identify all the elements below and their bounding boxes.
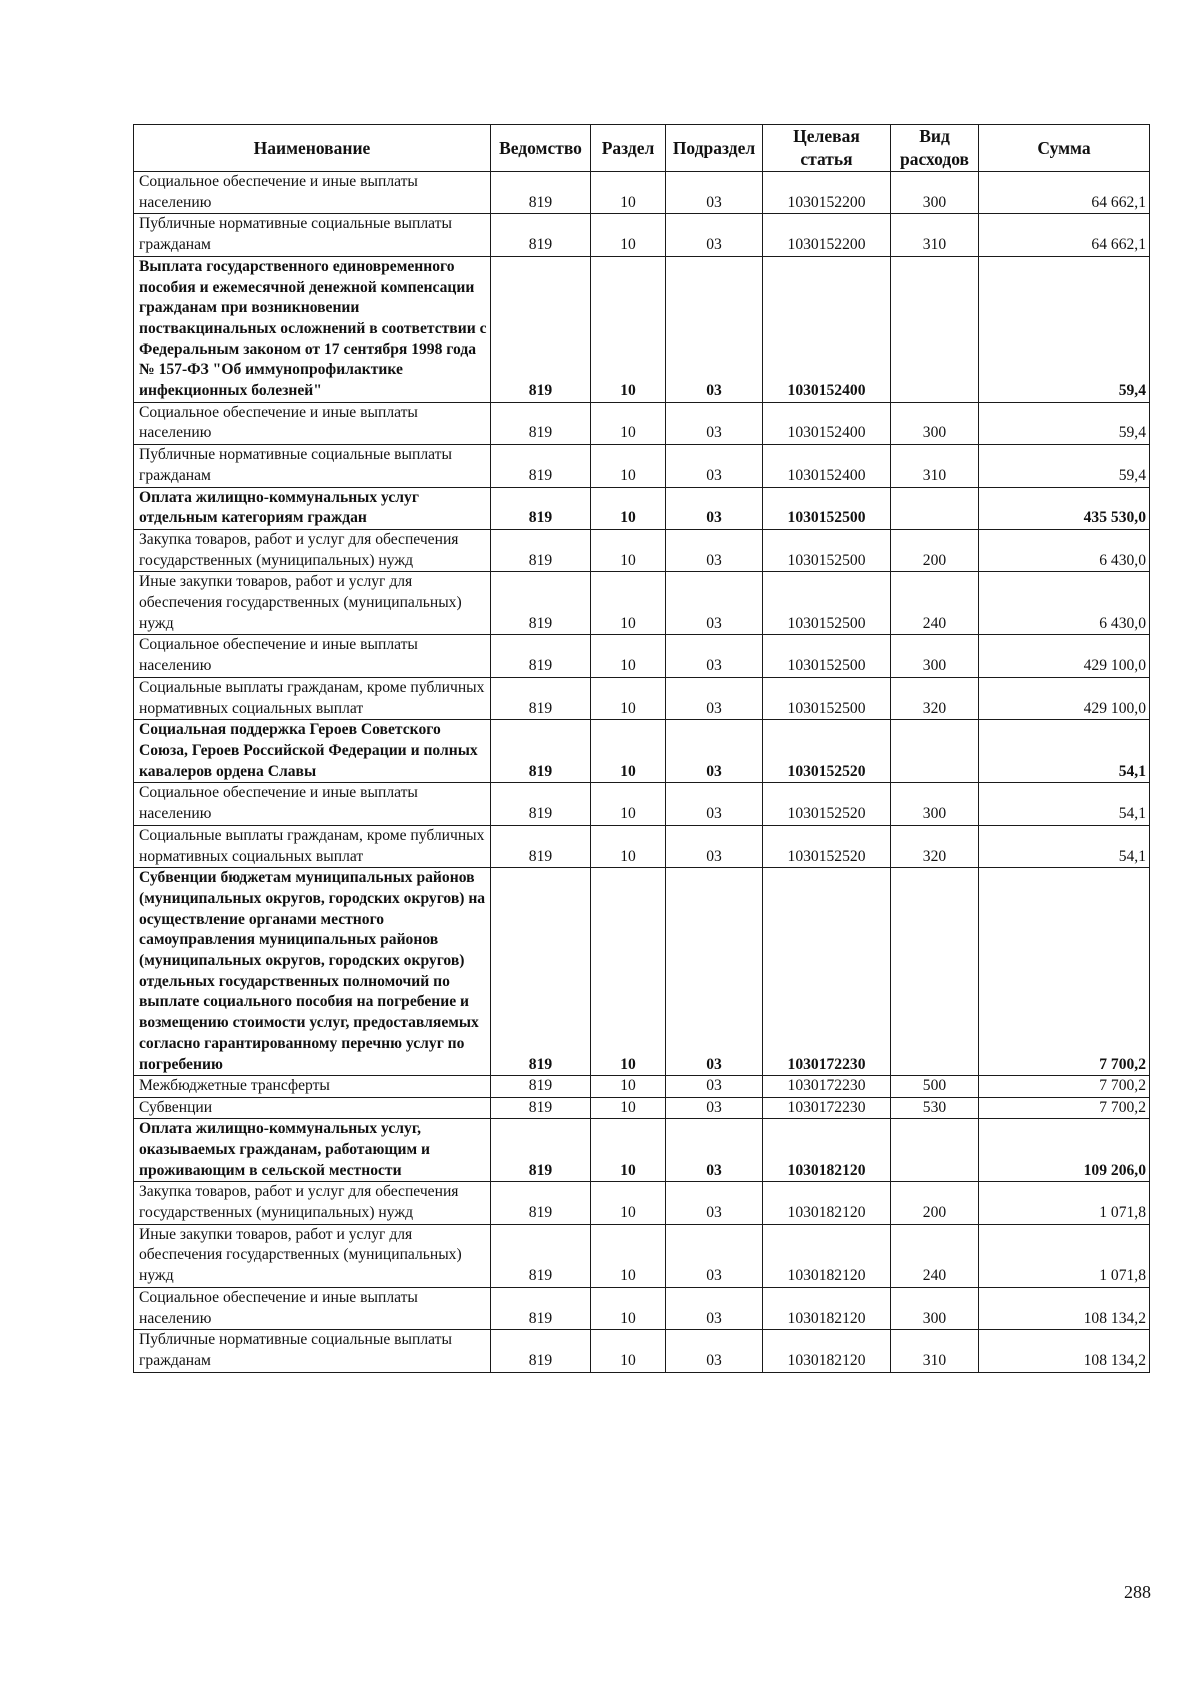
table-row (134, 1330, 1150, 1372)
cell-vedomstvo: 819 (491, 172, 591, 214)
header-tselevaya-statya: Целевая статья (763, 125, 891, 172)
header-summa: Сумма (979, 125, 1150, 172)
cell-podrazdel: 03 (666, 1182, 763, 1224)
header-razdel: Раздел (591, 125, 666, 172)
cell-summa: 54,1 (979, 720, 1150, 783)
page-number: 288 (1124, 1582, 1151, 1602)
cell-summa: 1 071,8 (979, 1224, 1150, 1287)
cell-tselevaya-statya: 1030152500 (763, 529, 891, 571)
cell-razdel: 10 (591, 572, 666, 635)
table-row (134, 635, 1150, 677)
cell-vedomstvo: 819 (491, 868, 591, 1076)
cell-summa: 1 071,8 (979, 1182, 1150, 1224)
cell-summa: 59,4 (979, 402, 1150, 444)
table-header-row (134, 125, 1150, 172)
cell-name: Социальные выплаты гражданам, кроме публичных нормативных социальных выплат (134, 825, 491, 867)
cell-vedomstvo: 819 (491, 825, 591, 867)
cell-summa: 7 700,2 (979, 1076, 1150, 1098)
cell-tselevaya-statya: 1030182120 (763, 1119, 891, 1182)
table-body (134, 172, 1150, 1373)
cell-vid-rashodov (891, 256, 979, 402)
table-row (134, 868, 1150, 1076)
cell-vid-rashodov: 310 (891, 214, 979, 256)
cell-vedomstvo: 819 (491, 635, 591, 677)
cell-vedomstvo: 819 (491, 1119, 591, 1182)
cell-tselevaya-statya: 1030152400 (763, 256, 891, 402)
cell-tselevaya-statya: 1030152520 (763, 825, 891, 867)
cell-razdel: 10 (591, 487, 666, 529)
cell-summa: 7 700,2 (979, 868, 1150, 1076)
cell-podrazdel: 03 (666, 1097, 763, 1119)
cell-summa: 6 430,0 (979, 572, 1150, 635)
cell-name: Социальная поддержка Героев Советского Союза, Героев Российской Федерации и полных кавалеров ордена Славы (134, 720, 491, 783)
cell-razdel: 10 (591, 445, 666, 487)
header-vid-rashodov: Вид расходов (891, 125, 979, 172)
cell-vid-rashodov: 300 (891, 783, 979, 825)
cell-name: Закупка товаров, работ и услуг для обеспечения государственных (муниципальных) нужд (134, 1182, 491, 1224)
cell-podrazdel: 03 (666, 783, 763, 825)
table-row (134, 529, 1150, 571)
cell-tselevaya-statya: 1030182120 (763, 1224, 891, 1287)
cell-name: Социальные выплаты гражданам, кроме публичных нормативных социальных выплат (134, 677, 491, 719)
cell-name: Публичные нормативные социальные выплаты гражданам (134, 214, 491, 256)
cell-tselevaya-statya: 1030152520 (763, 783, 891, 825)
cell-vid-rashodov: 500 (891, 1076, 979, 1098)
cell-vedomstvo: 819 (491, 783, 591, 825)
cell-razdel: 10 (591, 677, 666, 719)
cell-summa: 429 100,0 (979, 677, 1150, 719)
table-row (134, 1119, 1150, 1182)
cell-vid-rashodov: 320 (891, 677, 979, 719)
cell-vid-rashodov: 310 (891, 445, 979, 487)
cell-podrazdel: 03 (666, 1330, 763, 1372)
cell-tselevaya-statya: 1030182120 (763, 1287, 891, 1329)
header-vedomstvo: Ведомство (491, 125, 591, 172)
cell-razdel: 10 (591, 720, 666, 783)
cell-summa: 435 530,0 (979, 487, 1150, 529)
table-row (134, 677, 1150, 719)
table-row (134, 1076, 1150, 1098)
budget-table (133, 124, 1150, 1373)
cell-vid-rashodov: 240 (891, 1224, 979, 1287)
cell-summa: 54,1 (979, 825, 1150, 867)
cell-tselevaya-statya: 1030182120 (763, 1182, 891, 1224)
table-row (134, 783, 1150, 825)
table-row (134, 402, 1150, 444)
cell-vid-rashodov (891, 1119, 979, 1182)
table-row (134, 487, 1150, 529)
header-name: Наименование (134, 125, 491, 172)
cell-vedomstvo: 819 (491, 1330, 591, 1372)
cell-name: Иные закупки товаров, работ и услуг для обеспечения государственных (муниципальных) нужд (134, 572, 491, 635)
cell-vid-rashodov: 300 (891, 402, 979, 444)
cell-podrazdel: 03 (666, 677, 763, 719)
cell-tselevaya-statya: 1030152400 (763, 445, 891, 487)
cell-summa: 6 430,0 (979, 529, 1150, 571)
cell-vid-rashodov: 240 (891, 572, 979, 635)
cell-tselevaya-statya: 1030152200 (763, 214, 891, 256)
cell-vid-rashodov: 320 (891, 825, 979, 867)
table-row (134, 256, 1150, 402)
cell-name: Социальное обеспечение и иные выплаты населению (134, 1287, 491, 1329)
cell-razdel: 10 (591, 256, 666, 402)
cell-name: Социальное обеспечение и иные выплаты населению (134, 783, 491, 825)
cell-summa: 108 134,2 (979, 1330, 1150, 1372)
cell-tselevaya-statya: 1030172230 (763, 1097, 891, 1119)
cell-razdel: 10 (591, 214, 666, 256)
cell-podrazdel: 03 (666, 1287, 763, 1329)
cell-podrazdel: 03 (666, 635, 763, 677)
cell-razdel: 10 (591, 1076, 666, 1098)
cell-vedomstvo: 819 (491, 677, 591, 719)
cell-podrazdel: 03 (666, 1224, 763, 1287)
cell-name: Межбюджетные трансферты (134, 1076, 491, 1098)
table-row (134, 445, 1150, 487)
cell-vedomstvo: 819 (491, 1182, 591, 1224)
table-row (134, 1097, 1150, 1119)
cell-summa: 7 700,2 (979, 1097, 1150, 1119)
cell-podrazdel: 03 (666, 214, 763, 256)
cell-name: Выплата государственного единовременного пособия и ежемесячной денежной компенсации гражданам при возникновении поствакцинальных осложнений в соответствии с Федеральным законом от 17 сентября 1998 года № 157-ФЗ "Об иммунопрофилактике инфекционных болезней" (134, 256, 491, 402)
cell-vedomstvo: 819 (491, 214, 591, 256)
cell-vid-rashodov: 200 (891, 1182, 979, 1224)
cell-name: Социальное обеспечение и иные выплаты населению (134, 635, 491, 677)
cell-podrazdel: 03 (666, 868, 763, 1076)
cell-podrazdel: 03 (666, 402, 763, 444)
cell-tselevaya-statya: 1030152500 (763, 635, 891, 677)
table-row (134, 1182, 1150, 1224)
cell-summa: 54,1 (979, 783, 1150, 825)
cell-tselevaya-statya: 1030172230 (763, 868, 891, 1076)
cell-name: Субвенции (134, 1097, 491, 1119)
cell-tselevaya-statya: 1030152400 (763, 402, 891, 444)
cell-name: Субвенции бюджетам муниципальных районов (муниципальных округов, городских округов) на осуществление органами местного самоуправления муниципальных районов (муниципальных округов, городских округов) отдельных государственных полномочий по выплате социального пособия на погребение и возмещению стоимости услуг, предоставляемых согласно гарантированному перечню услуг по погребению (134, 868, 491, 1076)
cell-razdel: 10 (591, 783, 666, 825)
cell-vedomstvo: 819 (491, 572, 591, 635)
cell-name: Иные закупки товаров, работ и услуг для обеспечения государственных (муниципальных) нужд (134, 1224, 491, 1287)
cell-razdel: 10 (591, 825, 666, 867)
cell-tselevaya-statya: 1030172230 (763, 1076, 891, 1098)
cell-name: Социальное обеспечение и иные выплаты населению (134, 172, 491, 214)
cell-vedomstvo: 819 (491, 256, 591, 402)
cell-tselevaya-statya: 1030152500 (763, 572, 891, 635)
cell-razdel: 10 (591, 1224, 666, 1287)
cell-tselevaya-statya: 1030182120 (763, 1330, 891, 1372)
table-row (134, 572, 1150, 635)
cell-vid-rashodov: 200 (891, 529, 979, 571)
cell-podrazdel: 03 (666, 825, 763, 867)
cell-podrazdel: 03 (666, 445, 763, 487)
cell-summa: 108 134,2 (979, 1287, 1150, 1329)
table-row (134, 825, 1150, 867)
cell-summa: 109 206,0 (979, 1119, 1150, 1182)
cell-vedomstvo: 819 (491, 529, 591, 571)
cell-podrazdel: 03 (666, 172, 763, 214)
cell-summa: 64 662,1 (979, 214, 1150, 256)
table-row (134, 1287, 1150, 1329)
cell-vid-rashodov: 300 (891, 635, 979, 677)
cell-vid-rashodov (891, 487, 979, 529)
cell-vid-rashodov: 300 (891, 1287, 979, 1329)
cell-summa: 429 100,0 (979, 635, 1150, 677)
cell-razdel: 10 (591, 1097, 666, 1119)
cell-name: Оплата жилищно-коммунальных услуг отдельным категориям граждан (134, 487, 491, 529)
cell-razdel: 10 (591, 1287, 666, 1329)
cell-razdel: 10 (591, 402, 666, 444)
cell-vedomstvo: 819 (491, 487, 591, 529)
cell-podrazdel: 03 (666, 529, 763, 571)
cell-razdel: 10 (591, 635, 666, 677)
cell-summa: 59,4 (979, 445, 1150, 487)
cell-name: Оплата жилищно-коммунальных услуг, оказываемых гражданам, работающим и проживающим в сельской местности (134, 1119, 491, 1182)
cell-tselevaya-statya: 1030152520 (763, 720, 891, 783)
cell-vedomstvo: 819 (491, 1224, 591, 1287)
table-row (134, 172, 1150, 214)
cell-vedomstvo: 819 (491, 720, 591, 783)
cell-name: Закупка товаров, работ и услуг для обеспечения государственных (муниципальных) нужд (134, 529, 491, 571)
cell-razdel: 10 (591, 868, 666, 1076)
table-row (134, 720, 1150, 783)
table-row (134, 1224, 1150, 1287)
cell-podrazdel: 03 (666, 487, 763, 529)
cell-vedomstvo: 819 (491, 1076, 591, 1098)
table-row (134, 214, 1150, 256)
cell-vid-rashodov: 300 (891, 172, 979, 214)
cell-vedomstvo: 819 (491, 1097, 591, 1119)
cell-vid-rashodov: 530 (891, 1097, 979, 1119)
cell-tselevaya-statya: 1030152200 (763, 172, 891, 214)
cell-name: Публичные нормативные социальные выплаты гражданам (134, 445, 491, 487)
cell-podrazdel: 03 (666, 256, 763, 402)
cell-vedomstvo: 819 (491, 402, 591, 444)
cell-summa: 59,4 (979, 256, 1150, 402)
cell-podrazdel: 03 (666, 572, 763, 635)
cell-razdel: 10 (591, 529, 666, 571)
cell-name: Социальное обеспечение и иные выплаты населению (134, 402, 491, 444)
cell-razdel: 10 (591, 1119, 666, 1182)
cell-vedomstvo: 819 (491, 445, 591, 487)
cell-name: Публичные нормативные социальные выплаты гражданам (134, 1330, 491, 1372)
cell-podrazdel: 03 (666, 1076, 763, 1098)
cell-vid-rashodov (891, 868, 979, 1076)
cell-razdel: 10 (591, 172, 666, 214)
header-podrazdel: Подраздел (666, 125, 763, 172)
cell-podrazdel: 03 (666, 1119, 763, 1182)
cell-summa: 64 662,1 (979, 172, 1150, 214)
cell-vedomstvo: 819 (491, 1287, 591, 1329)
cell-vid-rashodov: 310 (891, 1330, 979, 1372)
cell-tselevaya-statya: 1030152500 (763, 677, 891, 719)
cell-razdel: 10 (591, 1182, 666, 1224)
cell-tselevaya-statya: 1030152500 (763, 487, 891, 529)
cell-podrazdel: 03 (666, 720, 763, 783)
cell-razdel: 10 (591, 1330, 666, 1372)
cell-vid-rashodov (891, 720, 979, 783)
